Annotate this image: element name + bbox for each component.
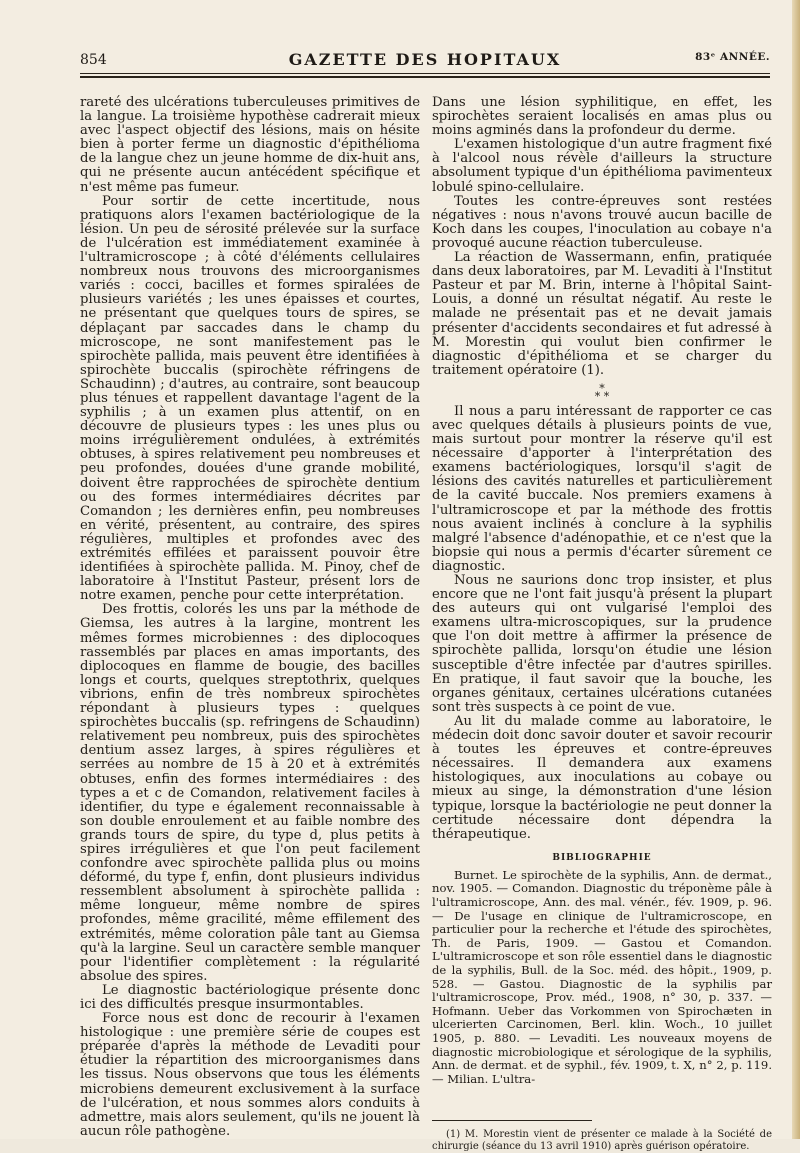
year-label: 83ᵉ ANNÉE. xyxy=(695,51,770,63)
journal-title: GAZETTE DES HOPITAUX xyxy=(288,50,562,69)
footnote: (1) M. Morestin vient de présenter ce malade à la Société de chirurgie (séance du 13 avril 1910) après guérison opératoire. xyxy=(432,1129,772,1153)
paragraph: Des frottis, colorés les uns par la méthode de Giemsa, les autres à la largine, montrent les mêmes formes microbiennes : des diplocoques rassemblés par places en amas importants, des diplocoques en flamme de bougie, des bacilles longs et courts, quelques streptothrix, quelques vibrions, enfin de très nombreux spirochètes répondant à plusieurs types : quelques spirochètes buccalis (sp. refringens de Schaudinn) relativement peu nombreux, puis des spirochètes dentium assez larges, à spires régulières et serrées au nombre de 15 à 20 et à extrémités obtuses, enfin des formes intermédiaires : des types a et c de Comandon, relativement faciles à identifier, du type e également reconnaissable à son double enroulement et au faible nombre des grands tours de spire, du type d, plus petits à spires irrégulières et que l'on peut facilement confondre avec spirochète pallida plus ou moins déformé, du type f, enfin, dont plusieurs individus ressemblent absolument à spirochète pallida : même longueur, même nombre de spires profondes, même gracilité, même effilement des extrémités, même coloration pâle tant au Giemsa qu'à la largine. Seul un caractère semble manquer pour l'identifier complètement : la régularité absolue des spires. xyxy=(80,602,420,984)
page-number: 854 xyxy=(80,52,107,68)
paragraph: Toutes les contre-épreuves sont restées négatives : nous n'avons trouvé aucun bacille de Koch dans les coupes, l'inoculation au cobaye n'a provoqué aucune réaction tuberculeuse. xyxy=(432,193,772,251)
page-header xyxy=(80,50,770,74)
paragraph: Dans une lésion syphilitique, en effet, les spirochètes seraient localisés en amas plus ou moins agminés dans la profondeur du derme. xyxy=(432,95,772,139)
paragraph: Le diagnostic bactériologique présente donc ici des difficultés presque insurmontables. xyxy=(80,982,420,1012)
right-column xyxy=(432,96,772,1153)
section-separator: * * * xyxy=(594,381,610,403)
paragraph: rareté des ulcérations tuberculeuses primitives de la langue. La troisième hypothèse cadrerait mieux avec l'aspect objectif des lésions, mais on hésite bien à porter ferme un diagnostic d'épithélioma de la langue chez un jeune homme de dix-huit ans, qui ne présente aucun antécédent spécifique et n'est même pas fumeur. xyxy=(80,95,420,195)
paragraph: Au lit du malade comme au laboratoire, le médecin doit donc savoir douter et savoir recourir à toutes les épreuves et contre-épreuves nécessaires. Il demandera aux examens histologiques, aux inoculations au cobaye ou mieux au singe, la démonstration d'une lésion typique, lorsque la bactériologie ne peut donner la certitude nécessaire dont dépendra la thérapeutique. xyxy=(432,713,772,842)
paragraph: Pour sortir de cette incertitude, nous pratiquons alors l'examen bactériologique de la lésion. Un peu de sérosité prélevée sur la surface de l'ulcération est immédiatement examinée à l'ultramicroscope ; à côté d'éléments cellulaires nombreux nous trouvons des microorganismes variés : cocci, bacilles et formes spiralées de plusieurs variétés ; les unes épaisses et courtes, ne présentant que quelques tours de spires, se déplaçant par saccades dans le champ du microscope, ne sont manifestement pas le spirochète pallida, mais peuvent être identifiées à spirochète buccalis (spirochète réfringens de Schaudinn) ; d'autres, au contraire, sont beaucoup plus ténues et rappellent davantage l'agent de la syphilis ; à un examen plus attentif, on en découvre de plusieurs types : les unes plus ou moins irrégulièrement ondulées, à extrémités obtuses, à spires relativement peu nombreuses et peu profondes, douées d'une grande mobilité, doivent être rapprochées de spirochète dentium ou des formes intermédiaires décrites par Comandon ; les dernières enfin, peu nombreuses en vérité, présentent, au contraire, des spires régulières, multiples et profondes avec des extrémités effilées et paraissent pouvoir être identifiées à spirochète pallida. M. Pinoy, chef de laboratoire à l'Institut Pasteur, présent lors de notre examen, penche pour cette interprétation. xyxy=(80,193,420,604)
bibliography-heading: BIBLIOGRAPHIE xyxy=(552,852,652,863)
paragraph: Il nous a paru intéressant de rapporter ce cas avec quelques détails à plusieurs points de vue, mais surtout pour montrer la réserve qu'il est nécessaire d'apporter à l'interprétation des examens bactériologiques, lorsqu'il s'agit de lésions des cavités naturelles et particulièrement de la cavité buccale. Nos premiers examens à l'ultramicroscope et par la méthode des frottis nous avaient inclinés à conclure à la syphilis malgré l'absence d'adénopathie, et ce n'est que la biopsie qui nous a permis d'écarter sûrement ce diagnostic. xyxy=(432,403,772,574)
bibliography-text: Burnet. Le spirochète de la syphilis, Ann. de dermat., nov. 1905. — Comandon. Diagnostic du tréponème pâle à l'ultramicroscope, Ann. des mal. vénér., fév. 1909, p. 96. — De l'usage en clinique de l'ultramicroscope, en particulier pour la recherche et l'étude des spirochètes, Th. de Paris, 1909. — Gastou et Comandon. L'ultramicroscope et son rôle essentiel dans le diagnostic de la syphilis, Bull. de la Soc. méd. des hôpit., 1909, p. 528. — Gastou. Diagnostic de la syphilis par l'ultramicroscope, Prov. méd., 1908, n° 30, p. 337. — Hofmann. Ueber das Vorkommen von Spirochæten in ulcerierten Carcinomen, Berl. klin. Woch., 10 juillet 1905, p. 880. — Levaditi. Les nouveaux moyens de diagnostic microbiologique et sérologique de la syphilis, Ann. de dermat. et de syphil., fév. 1909, t. X, n° 2, p. 119. — Milian. L'ultra- xyxy=(432,867,772,1086)
paragraph: La réaction de Wassermann, enfin, pratiquée dans deux laboratoires, par M. Levaditi à l'Institut Pasteur et par M. Brin, interne à l'hôpital Saint-Louis, a donné un résultat négatif. Au reste le malade ne présentait pas et ne devait jamais présenter d'accidents secondaires et fut adressé à M. Morestin qui voulut bien confirmer le diagnostic d'épithélioma et se charger du traitement opératoire (1). xyxy=(432,250,772,378)
paragraph: Force nous est donc de recourir à l'examen histologique : une première série de coupes est préparée d'après la méthode de Levaditi pour étudier la répartition des microorganismes dans les tissus. Nous observons que tous les éléments microbiens demeurent exclusivement à la surface de l'ulcération, et nous sommes alors conduits à admettre, mais alors seulement, qu'ils ne jouent là aucun rôle pathogène. xyxy=(80,1011,420,1139)
footnote-rule xyxy=(432,1120,592,1121)
header-rule-thin xyxy=(80,73,770,74)
header-rule-thick xyxy=(80,76,770,78)
paragraph: L'examen histologique d'un autre fragment fixé à l'alcool nous révèle d'ailleurs la structure absolument typique d'un épithélioma pavimenteux lobulé spino-cellulaire. xyxy=(432,137,772,195)
paragraph: Nous ne saurions donc trop insister, et plus encore que ne l'ont fait jusqu'à présent la plupart des auteurs qui ont vulgarisé l'emploi des examens ultra-microscopiques, sur la prudence que l'on doit mettre à affirmer la présence de spirochète pallida, lorsqu'on étudie une lésion susceptible d'être infectée par d'autres spirilles. En pratique, il faut savoir que la bouche, les organes génitaux, certaines ulcérations cutanées sont très suspects à ce point de vue. xyxy=(432,573,772,715)
left-column xyxy=(80,96,420,1139)
page-edge xyxy=(792,0,800,1139)
